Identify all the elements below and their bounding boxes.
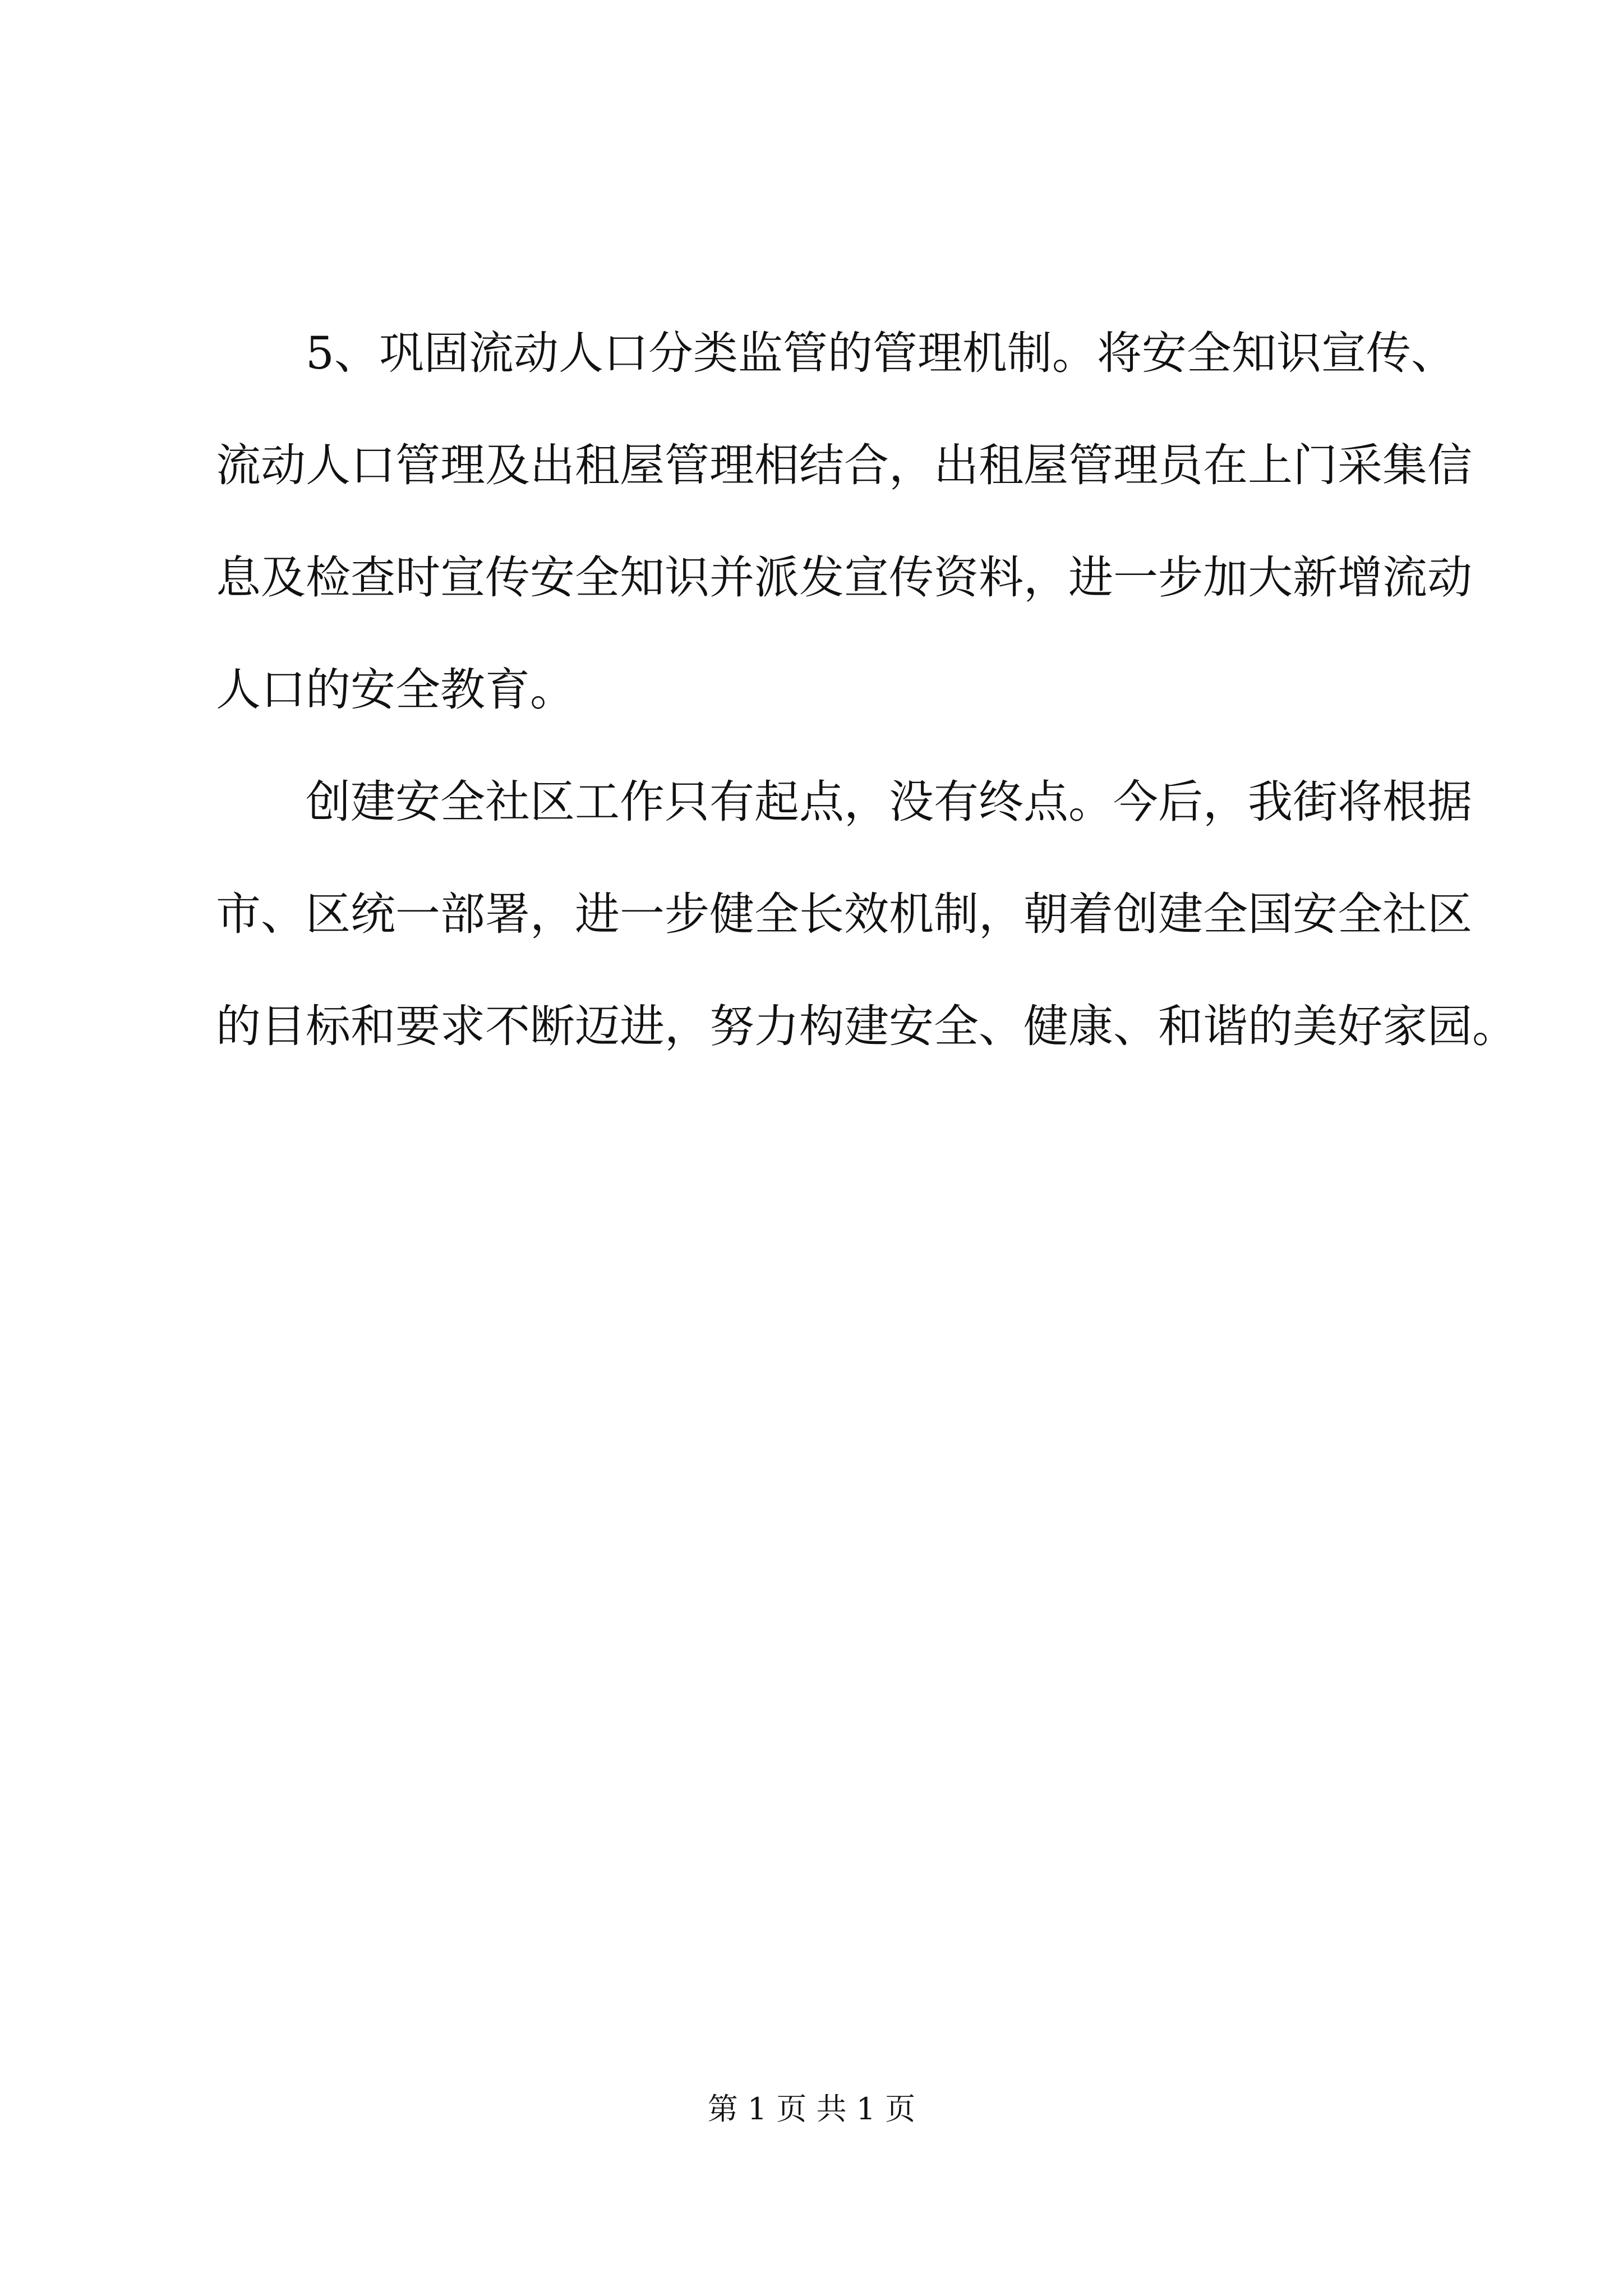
paragraph-line: 人口的安全教育。 (216, 664, 575, 716)
paragraph-2 (216, 746, 1517, 1083)
paragraph-line: 的目标和要求不断迈进，努力构建安全、健康、和谐的美好家园。 (216, 1000, 1517, 1052)
paragraph-1 (216, 297, 1472, 746)
paragraph-line: 市、区统一部署，进一步健全长效机制，朝着创建全国安全社区 (216, 888, 1472, 940)
paragraph-line: 5、巩固流动人口分类监管的管理机制。将安全知识宣传、 (306, 327, 1456, 379)
paragraph-line: 流动人口管理及出租屋管理相结合，出租屋管理员在上门采集信 (216, 439, 1472, 491)
paragraph-line: 创建安全社区工作只有起点，没有终点。今后，我街将根据 (306, 776, 1472, 828)
document-body (216, 297, 1517, 1083)
paragraph-line: 息及检查时宣传安全知识并派发宣传资料，进一步加大新增流动 (216, 551, 1472, 604)
page-footer: 第 1 页 共 1 页 (707, 2091, 916, 2127)
